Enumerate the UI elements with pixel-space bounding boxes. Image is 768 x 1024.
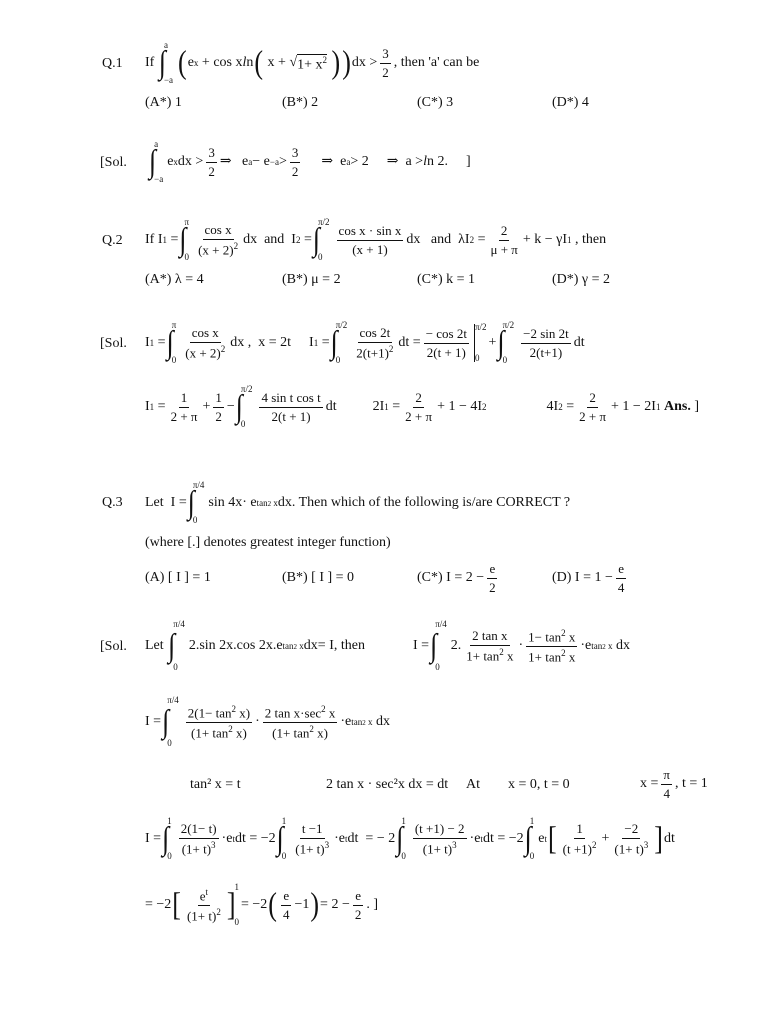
question-number: Q.2 — [102, 233, 123, 248]
solution-label: [Sol. — [100, 336, 127, 351]
question-tail: , then 'a' can be — [393, 55, 480, 70]
solution-label: [Sol. — [100, 155, 127, 170]
option-d: (D*) 4 — [552, 95, 589, 110]
question-text: Let I = ∫ π/4 0 sin 4x· e tan2 x dx . Then which of the following is/are CORRECT ? — [145, 480, 571, 525]
substitution: tan² x = t — [190, 777, 241, 792]
option-b: (B*) 2 — [282, 95, 319, 110]
option-d: (D) I = 1 − $\frac{e}{4}$ — [552, 560, 625, 595]
option-c: (C*) k = 1 — [417, 272, 476, 287]
question-text: If I 1 = ∫ π 0 $\frac{\text{cos x}}{(x + 2)^2}$ dx and I 2 = ∫ π/2 0 $\frac{\text{cos x · sin x}}{(x + 1)}$ dx and λI 2 = $\frac{2}{\mu + \pi}$ + k − γI 1 , then — [145, 217, 607, 262]
option-a: (A*) λ = 4 — [145, 272, 204, 287]
question-number: Q.3 — [102, 495, 123, 510]
question-number: Q.1 — [102, 56, 123, 71]
solution-line: ∫ a −a e x dx > $\frac{3}{2}$ ⇒ e a − e −a > $\frac{3}{2}$ ⇒ e a > 2 ⇒ a > l n 2. ] — [149, 139, 471, 184]
option-a: (A) [ I ] = 1 — [145, 570, 211, 585]
question-lead: If — [145, 55, 155, 70]
solution-line: I 1 = ∫ π 0 $\frac{\text{cos x}}{(x + 2)^2}$ dx , x = 2t I 1 = ∫ π/2 0 $\frac{\cos 2t}{2(t+1)^2}$ dt = $\frac{- \cos 2t}{2(t + 1)}$ π/2 0 + ∫ π/2 0 $\frac{-2 \sin 2t}{2(t+1)}$ dt — [145, 320, 585, 365]
option-c: (C*) I = 2 − $\frac{e}{2}$ — [417, 560, 496, 595]
upper-limit: x = $\frac{\pi}{4}$ , t = 1 — [640, 766, 708, 801]
question-text: If ∫ a −a ( e x + cos x l n ( x + √ $1+ x^2$ ) ) dx > $\frac{3}{2}$ , then 'a' can be — [145, 40, 480, 85]
substitution-derivative: 2 tan x · sec²x dx = dt — [326, 777, 449, 792]
solution-line: Let ∫ π/4 0 2.sin 2x.cos 2x.e tan2 x dx = I, then — [145, 619, 365, 672]
solution-line: I 1 = $\frac{1}{2 + \pi}$ + $\frac{1}{2}$ − ∫ π/2 0 $\frac{\text{4 sin t cos t}}{2(t + 1)}$ dt 2I 1 = $\frac{2}{2 + \pi}$ + 1 − 4I 2 4I 2 = $\frac{2}{2 + \pi}$ + 1 − 2I 1 Ans. ] — [145, 384, 699, 429]
lower-limit: x = 0, t = 0 — [508, 777, 570, 792]
option-b: (B*) μ = 2 — [282, 272, 341, 287]
answer-label: Ans. — [663, 399, 691, 414]
option-b: (B*) [ I ] = 0 — [282, 570, 355, 585]
option-d: (D*) γ = 2 — [552, 272, 611, 287]
option-c: (C*) 3 — [417, 95, 454, 110]
solution-line: I = ∫ 1 0 $\frac{2(1- t)}{(1+ t)^3}$ ·e t dt = −2 ∫ 1 0 $\frac{t -1}{(1+ t)^3}$ ·e t dt = − 2 ∫ 1 0 $\frac{(t +1) - 2}{(1+ t)^3}$ ·e t dt = −2 ∫ 1 0 e t [ $\frac{1}{(t +1)^2}$ + $\frac{-2}{(1+ t)^3}$ ] dt — [145, 816, 675, 861]
substitution-at: At — [466, 777, 480, 792]
solution-label: [Sol. — [100, 639, 127, 654]
option-a: (A*) 1 — [145, 95, 182, 110]
solution-line: I = ∫ π/4 0 2. $\frac{\text{2 tan x}}{1+ \tan^2 x}$ · $\frac{1- \tan^2 x}{1+ \tan^2 x}$ ·e tan2 x dx — [413, 619, 630, 672]
solution-line: I = ∫ π/4 0 $\frac{2(1- \tan^2 x)}{(1+ \tan^2 x)}$ · $\frac{2 \tan x\cdot\sec^2 x}{(1+ \tan^2 x)}$ ·e tan2 x dx — [145, 695, 390, 748]
integral-sign: ∫ a −a — [158, 40, 174, 85]
solution-line: = −2 [ $\frac{e^t}{(1+ t)^2}$ ] 1 0 = −2 ( $\frac{e}{4}$ −1 ) = 2 − $\frac{e}{2}$ . ] — [145, 882, 379, 927]
question-note: (where [.] denotes greatest integer function) — [145, 535, 391, 550]
